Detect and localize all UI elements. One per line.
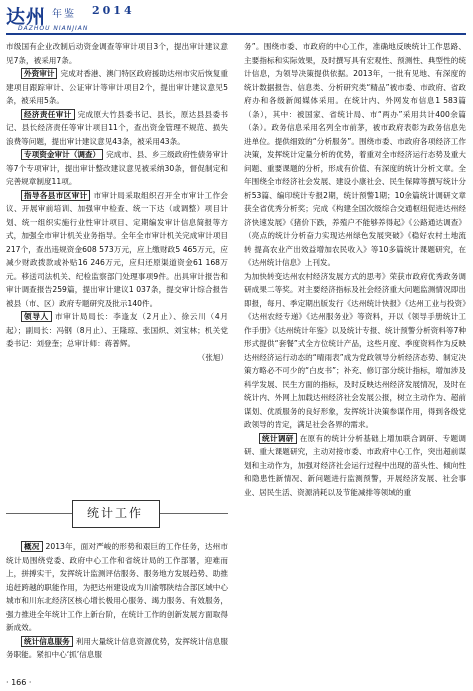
paragraph-tag: 经济责任审计 bbox=[21, 109, 75, 120]
left-column bbox=[6, 40, 228, 494]
paragraph-text: 务”。围绕市委、市政府的中心工作，准确地反映统计工作思路、主要指标和实际效果，及时撰写具有宏观性、预测性、典型性的统计信息，为领导决策提供依据。2013年，一批有见地、有深度的统计数据报告、信息类、分析研究类“精品”被市委、市政府、省政府办和各级新闻媒体采用。在统计内、外网发布信息1 583篇（条），其中：被国家、省统计局、市“两办”采用共计400余篇（条）。政务信息采用名列全市前茅，被市政府表彰为政务信息先进单位。提供细致的“分析服务”。围绕市委、市政府各项经济工作决策，发挥统计定量分析的优势，着重对全市经济运行态势及重大问题、重要课题的分析，形成有价值、有深度的统计分析文章。全年围绕全市经济社会发展、建设小康社会、民生保障等撰写统计分析53篇、编印统计专报2期，统计预警1期；10余篇统计调研文章获全省优秀分析奖；完成《构建全国次级综合交通枢纽促进达州经济快速发展》《猪价下跌，养殖户不能够养得起》《公路通达调查》（亮点的统计分析奋力实现达州绿色发展突破》《稳好农村土地流转 提高农业产出效益增加农民收入》等10多篇统计课题研究，在《达州统计信息》上刊发。 bbox=[244, 42, 466, 267]
paragraph-text: 在原有的统计分析基础上增加联合调研、专题调研、重大课题研究，主动对接市委、市政府中心工作，突出超前谋划和主动作为，加强对经济社会运行过程中出现的苗头性、倾向性和隐患性新情况、新问题进行监测预警，开展经济发展、社会事业、居民生活、资源消耗以及节能减排等领域的重 bbox=[244, 433, 466, 497]
page-number: · 166 · bbox=[6, 678, 32, 687]
paragraph bbox=[6, 148, 228, 189]
paragraph-tag: 统计信息服务 bbox=[21, 636, 73, 647]
paragraph bbox=[6, 189, 228, 311]
paragraph bbox=[244, 270, 466, 432]
right-column bbox=[244, 40, 466, 688]
paragraph bbox=[6, 540, 228, 635]
signature: （张旭） bbox=[197, 352, 228, 362]
paragraph-text: 市审计局局长：李逢友（2月止）、徐云川（4月起）；副局长：冯钢（8月止）、王隆琼、张国炽、刘宝林；机关党委书记：刘登奎；总审计师：蒋普辉。 bbox=[6, 312, 228, 348]
paragraph-text: 完成对香港、澳门特区政府援助达州市灾后恢复重建项目跟踪审计、公证审计等审计项目2个，提出审计建议意见5条，被采用5条。 bbox=[6, 69, 228, 105]
paragraph bbox=[6, 67, 228, 108]
paragraph-text: 市审计局采取组织召开全市审计工作会议、开展审前培训、加强审中检查、统一下达（或调整）项目计划、统一组织实施行业性审计项目、定期编发审计信息简报等方式，加强全市审计机关业务指导。全年全市审计机关完成审计项目217个，查出违规资金608 573万元，应上缴财政5 465万元，应减少财政拨款或补贴16 246万元，应归还原渠道资金61 168万元。移送司法机关、纪检监察部门处理事项9件。出具审计报告和审计调查报告259篇，提出审计建议1 037条，提交审计综合报告被县（市、区）政府专题研究及批示140件。 bbox=[6, 190, 228, 308]
section-heading bbox=[6, 494, 228, 534]
header-subtitle-cn: 年鉴 bbox=[52, 9, 76, 20]
section-title: 统计工作 bbox=[86, 506, 143, 520]
left-column-lower bbox=[6, 540, 228, 680]
paragraph-tag: 概况 bbox=[21, 541, 43, 552]
header-rule bbox=[6, 33, 466, 35]
header-year: 2014 bbox=[92, 4, 135, 17]
paragraph-tag: 统计调研 bbox=[259, 433, 297, 444]
page-header bbox=[0, 0, 473, 40]
header-subtitle-en: DAZHOU NIANJIAN bbox=[18, 25, 89, 32]
paragraph-tag: 外资审计 bbox=[21, 68, 57, 79]
paragraph-tag: 领导人 bbox=[21, 311, 52, 322]
paragraph bbox=[244, 40, 466, 270]
paragraph bbox=[6, 108, 228, 149]
paragraph bbox=[6, 310, 228, 351]
paragraph bbox=[6, 40, 228, 67]
paragraph-text: 利用大量统计信息资源优势，发挥统计信息服务职能。紧扣中心‘抓’信息服 bbox=[6, 636, 228, 659]
paragraph-text: 完成市、县、乡三级政府性债务审计等7个专项审计，提出审计整改建议意见被采纳30条，督促制定和完善规章制度11项。 bbox=[6, 150, 228, 186]
paragraph-text: 2013年，面对严峻的形势和艰巨的工作任务，达州市统计局围绕党委、政府中心工作和省统计局的工作部署，迎难而上，拼搏实干，发挥统计监测评估服务、服务地方发展趋势、助推追赶跨越的职能作用，为把达州建设成为川渝鄂陕结合部区域中心城市和川东北经济区核心增长极用心服务、竭力服务、有效服务，强力推进全年统计工作上新台阶，在统计工作的创新发展方面取得新成效。 bbox=[6, 542, 228, 632]
header-title: 达州 bbox=[6, 6, 47, 28]
paragraph-text: 市级国有企业改制后动资金调查等审计项目3个，提出审计建议意见7条，被采用7条。 bbox=[6, 42, 228, 65]
paragraph-tag: 专项资金审计（调查） bbox=[21, 149, 103, 160]
paragraph bbox=[244, 432, 466, 500]
paragraph bbox=[6, 635, 228, 662]
paragraph-text: 为加快转变达州农村经济发展方式的思考》荣获市政府优秀政务调研成果二等奖。对主要经济指标及社会经济重大问题监测情况即出即报，每月、季定期出版发行《达州统计快报》《达州工业与投资》《达州农经专递》《达州服务业》等资料，开以《领导手册统计工作手册》《达州统计年鉴》以及统计专报、统计预警分析资料等7种形式提供“套餐”式全方位统计产品，这些月度、季度资料作为反映达州经济运行动态的“晴雨表”成为党政领导分析经济态势、制定决策方略必不可少的“白皮书”；补充、修订部分统计指标，增加涉及科学发展、民生方面的指标，及时反映达州经济发展情况，及时在统计内、外网上加载达州经济社会发展公报，树立主动作为、超前谋划、优质服务的良好形象，发挥统计决策参谋作用，得到各级党政领导的肯定，满足社会各界的需求。 bbox=[244, 271, 466, 429]
paragraph-text: 完成原大竹县委书记、县长，原达县县委书记、县长经济责任等审计项目11个，查出资金管理不规范、损失浪费等问题，提出审计建议意见43条，被采用43条。 bbox=[6, 109, 228, 146]
paragraph-tag: 指导各县市区审计 bbox=[21, 190, 90, 201]
